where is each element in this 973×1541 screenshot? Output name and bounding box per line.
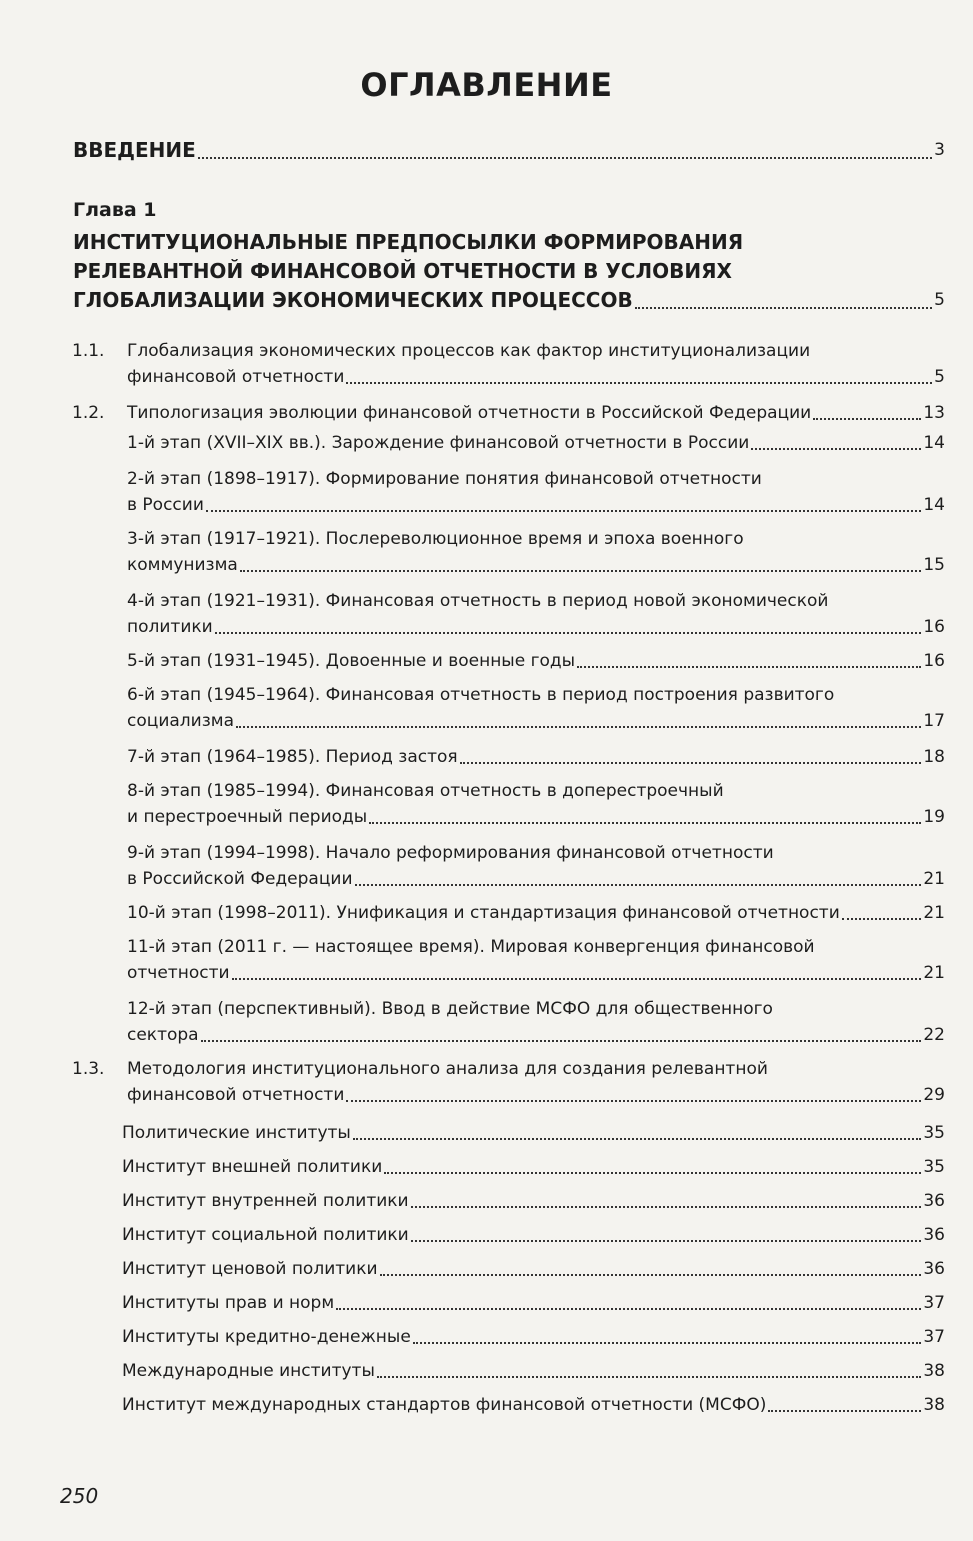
- toc-page-number: 5: [934, 367, 945, 387]
- toc-page-number: 35: [923, 1123, 945, 1143]
- toc-entry: [127, 996, 945, 1048]
- toc-section-number: 1.2.: [72, 403, 105, 423]
- toc-page-number: 37: [923, 1327, 945, 1347]
- toc-page-number: 38: [923, 1395, 945, 1415]
- toc-entry-text: 4-й этап (1921–1931). Финансовая отчетность в период новой экономической: [127, 591, 829, 611]
- toc-entry-text: 9-й этап (1994–1998). Начало реформирования финансовой отчетности: [127, 843, 774, 863]
- dot-leader: [346, 1099, 921, 1102]
- page-number-footer: 250: [60, 1484, 99, 1508]
- dot-leader: [377, 1375, 921, 1378]
- toc-page-number: 16: [923, 617, 945, 637]
- dot-leader: [751, 447, 921, 450]
- dot-leader: [411, 1239, 922, 1242]
- toc-entry-chapter-1: [73, 228, 945, 315]
- toc-entry: [72, 1056, 945, 1108]
- toc-entry-text: Политические институты: [122, 1123, 351, 1143]
- toc-entry-text: и перестроечный периоды: [127, 807, 368, 827]
- dot-leader: [336, 1307, 921, 1310]
- toc-entry-text: 3-й этап (1917–1921). Послереволюционное время и эпоха военного: [127, 529, 744, 549]
- toc-entry: [127, 900, 945, 926]
- toc-entry-intro: [73, 136, 945, 165]
- toc-entry-text: 6-й этап (1945–1964). Финансовая отчетность в период построения развитого: [127, 685, 835, 705]
- toc-page-number: 21: [923, 903, 945, 923]
- dot-leader: [842, 917, 922, 920]
- toc-page-number: 5: [934, 290, 945, 310]
- toc-entry: [72, 338, 945, 390]
- toc-entry-text: Институт международных стандартов финансовой отчетности (МСФО): [122, 1395, 767, 1415]
- toc-page-number: 14: [923, 433, 945, 453]
- toc-entry-text: 8-й этап (1985–1994). Финансовая отчетность в доперестроечный: [127, 781, 724, 801]
- dot-leader: [206, 509, 921, 512]
- toc-entry: [127, 526, 945, 578]
- toc-entry-text: 1-й этап (XVII–XIX вв.). Зарождение финансовой отчетности в России: [127, 433, 750, 453]
- toc-page-number: 19: [923, 807, 945, 827]
- dot-leader: [369, 821, 921, 824]
- toc-page-number: 36: [923, 1259, 945, 1279]
- toc-page-number: 35: [923, 1157, 945, 1177]
- toc-entry: [122, 1120, 945, 1146]
- toc-section-number: 1.3.: [72, 1059, 105, 1079]
- dot-leader: [215, 631, 922, 634]
- toc-page-number: 15: [923, 555, 945, 575]
- dot-leader: [240, 569, 922, 572]
- dot-leader: [411, 1205, 922, 1208]
- toc-entry: [122, 1154, 945, 1180]
- toc-entry: [122, 1358, 945, 1384]
- toc-page-number: 21: [923, 869, 945, 889]
- toc-entry: [127, 466, 945, 518]
- toc-entry-text: Институт внутренней политики: [122, 1191, 409, 1211]
- toc-entry-text: Международные институты: [122, 1361, 375, 1381]
- toc-entry: [122, 1290, 945, 1316]
- toc-page-number: 17: [923, 711, 945, 731]
- chapter-label: Глава 1: [73, 199, 157, 221]
- toc-entry-text: Типологизация эволюции финансовой отчетности в Российской Федерации: [127, 403, 812, 423]
- page-title: ОГЛАВЛЕНИЕ: [360, 66, 613, 104]
- chapter-title-line: ИНСТИТУЦИОНАЛЬНЫЕ ПРЕДПОСЫЛКИ ФОРМИРОВАНИЯ: [73, 230, 744, 254]
- dot-leader: [201, 1039, 922, 1042]
- toc-page-number: 21: [923, 963, 945, 983]
- toc-page-number: 3: [934, 140, 945, 160]
- toc-entry-text: в России: [127, 495, 204, 515]
- toc-page-number: 16: [923, 651, 945, 671]
- toc-entry-text: Институты кредитно-денежные: [122, 1327, 411, 1347]
- toc-entry: [127, 682, 945, 734]
- toc-entry: [122, 1256, 945, 1282]
- toc-page-number: 37: [923, 1293, 945, 1313]
- toc-entry-text: Институт внешней политики: [122, 1157, 383, 1177]
- toc-entry-text: Институт социальной политики: [122, 1225, 409, 1245]
- toc-entry: [72, 400, 945, 426]
- toc-entry: [127, 430, 945, 456]
- toc-entry-text: 7-й этап (1964–1985). Период застоя: [127, 747, 458, 767]
- toc-entry: [127, 934, 945, 986]
- toc-page-number: 13: [923, 403, 945, 423]
- toc-entry-text: 2-й этап (1898–1917). Формирование понятия финансовой отчетности: [127, 469, 762, 489]
- toc-entry-text: Институты прав и норм: [122, 1293, 335, 1313]
- dot-leader: [198, 156, 932, 159]
- toc-entry-text: 5-й этап (1931–1945). Довоенные и военные годы: [127, 651, 576, 671]
- toc-entry-text: Глобализация экономических процессов как фактор институционализации: [127, 341, 811, 361]
- dot-leader: [232, 977, 922, 980]
- toc-entry: [127, 840, 945, 892]
- toc-entry: [127, 648, 945, 674]
- toc-entry-text: 12-й этап (перспективный). Ввод в действие МСФО для общественного: [127, 999, 773, 1019]
- dot-leader: [577, 665, 921, 668]
- toc-entry-text: отчетности: [127, 963, 230, 983]
- toc-entry-text: социализма: [127, 711, 234, 731]
- toc-entry-text: политики: [127, 617, 213, 637]
- toc-page-number: 29: [923, 1085, 945, 1105]
- toc-entry-text: в Российской Федерации: [127, 869, 353, 889]
- chapter-title-line: РЕЛЕВАНТНОЙ ФИНАНСОВОЙ ОТЧЕТНОСТИ В УСЛОВИЯХ: [73, 259, 732, 283]
- toc-entry-text: Институт ценовой политики: [122, 1259, 378, 1279]
- toc-entry: [127, 778, 945, 830]
- dot-leader: [768, 1409, 921, 1412]
- toc-page-number: 14: [923, 495, 945, 515]
- toc-entry: [122, 1392, 945, 1418]
- dot-leader: [384, 1171, 921, 1174]
- dot-leader: [813, 417, 921, 420]
- dot-leader: [355, 883, 922, 886]
- toc-entry-text: Методология институционального анализа для создания релевантной: [127, 1059, 768, 1079]
- toc-section-number: 1.1.: [72, 341, 105, 361]
- toc-entry: [127, 744, 945, 770]
- toc-page-number: 36: [923, 1225, 945, 1245]
- dot-leader: [635, 306, 932, 309]
- toc-entry-text: финансовой отчетности: [127, 1085, 345, 1105]
- toc-entry-text: коммунизма: [127, 555, 238, 575]
- toc-entry-text: 11-й этап (2011 г. — настоящее время). Мировая конвергенция финансовой: [127, 937, 815, 957]
- toc-page-number: 22: [923, 1025, 945, 1045]
- toc-entry: [122, 1188, 945, 1214]
- toc-entry: [122, 1324, 945, 1350]
- toc-page-number: 18: [923, 747, 945, 767]
- toc-entry-label: ВВЕДЕНИЕ: [73, 138, 196, 162]
- toc-entry-text: 10-й этап (1998–2011). Унификация и стандартизация финансовой отчетности: [127, 903, 840, 923]
- dot-leader: [346, 381, 932, 384]
- toc-page-number: 38: [923, 1361, 945, 1381]
- dot-leader: [353, 1137, 922, 1140]
- dot-leader: [460, 761, 922, 764]
- toc-entry-text: финансовой отчетности: [127, 367, 345, 387]
- toc-entry-text: сектора: [127, 1025, 199, 1045]
- chapter-title-line: ГЛОБАЛИЗАЦИИ ЭКОНОМИЧЕСКИХ ПРОЦЕССОВ: [73, 288, 633, 312]
- dot-leader: [380, 1273, 922, 1276]
- toc-page-number: 36: [923, 1191, 945, 1211]
- dot-leader: [236, 725, 921, 728]
- dot-leader: [413, 1341, 922, 1344]
- toc-entry: [122, 1222, 945, 1248]
- toc-entry: [127, 588, 945, 640]
